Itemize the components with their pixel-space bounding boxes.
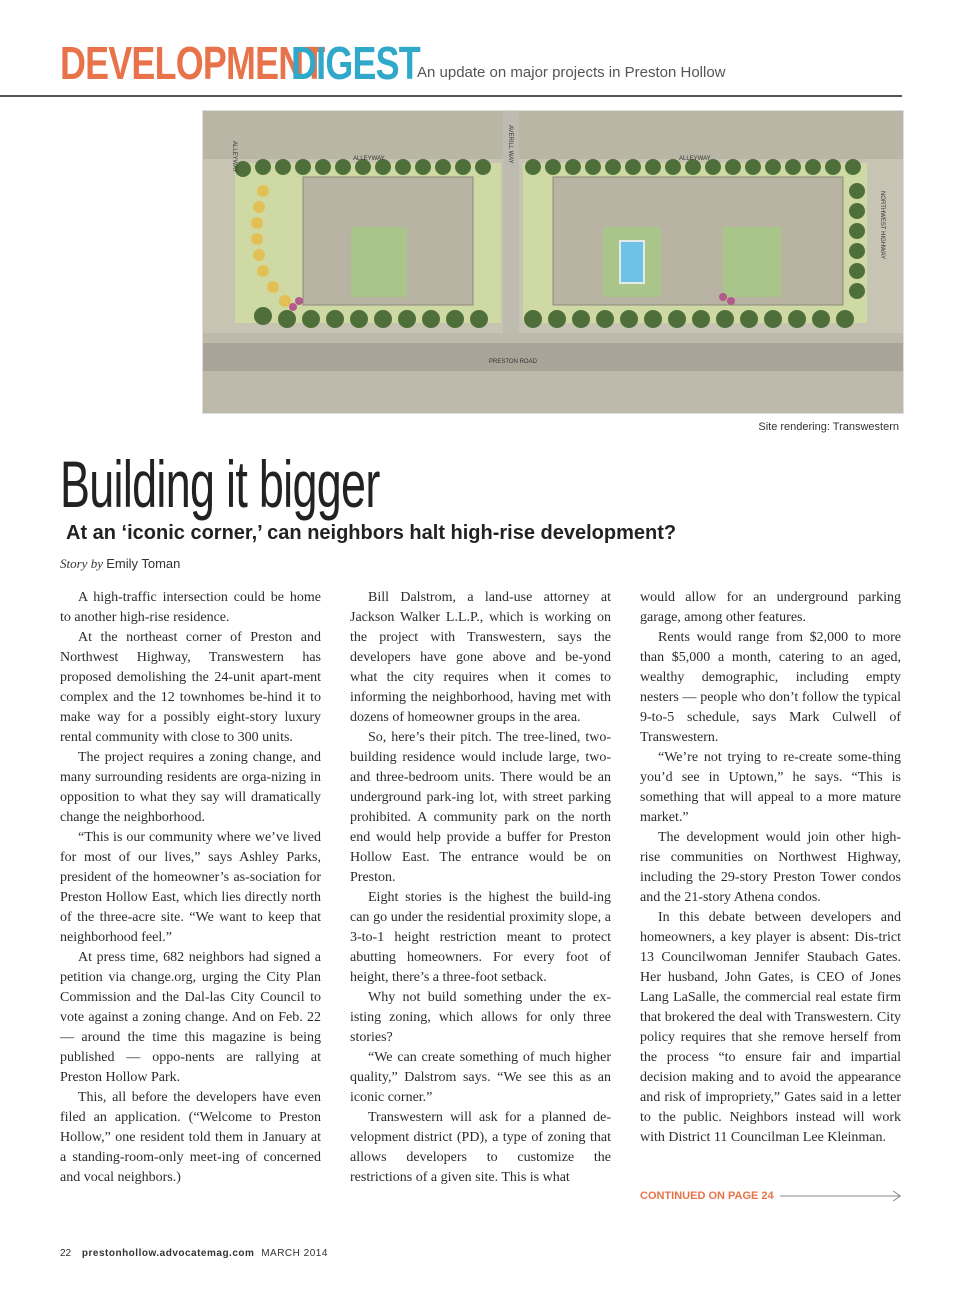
- paragraph: At press time, 682 neighbors had signed a petition via change.org, urging the City Plan Commission and the Dal-las City Council to vote against a zoning change. And on Feb. 22 — around the time this magazine is being published — oppo-nents are rallying at Preston Hollow Park.: [60, 950, 321, 1085]
- paragraph: Why not build something under the ex-isting zoning, which allows for only three stories?: [350, 990, 611, 1045]
- paragraph: Rents would range from $2,000 to more than $5,000 a month, catering to an aged, wealthy demographic, including empty nesters — people who don’t follow the typical 9-to-5 schedule, says Mark Culwell of Transwestern.: [640, 630, 901, 745]
- paragraph: So, here’s their pitch. The tree-lined, two-building residence would include large, two- and three-bedroom units. There would be an underground park-ing lot, with street parking prohibited. A community park on the north end would help provide a buffer for Preston Hollow East. The entrance would be on Preston.: [350, 730, 611, 885]
- masthead-tagline: An update on major projects in Preston Hollow: [417, 64, 726, 81]
- article-column-2: [350, 588, 611, 1188]
- footer-site: prestonhollow.advocatemag.com: [81, 1248, 255, 1259]
- deck-subheadline: At an ‘iconic corner,’ can neighbors halt high-rise development?: [66, 522, 677, 544]
- byline-author: Emily Toman: [106, 556, 181, 571]
- paragraph: “We can create something of much higher quality,” Dalstrom says. “We see this as an iconic corner.”: [350, 1050, 611, 1105]
- byline-label: Story by: [60, 556, 103, 571]
- masthead: [60, 34, 420, 89]
- paragraph: The project requires a zoning change, and many surrounding residents are orga-nizing in opposition to what they say will dramatically change the neighborhood.: [60, 750, 321, 825]
- article-column-3: [640, 588, 901, 1148]
- paragraph: Transwestern will ask for a planned de-velopment district (PD), a type of zoning that allows developers to customize the restrictions of a given site. This is what: [350, 1110, 611, 1185]
- paragraph: The development would join other high-rise communities on Northwest Highway, including the 29-story Preston Tower condos and the 21-story Athena condos.: [640, 830, 901, 905]
- header-rule: [0, 95, 902, 97]
- page-number: 22: [60, 1248, 72, 1259]
- label-alleyway-right: ALLEYWAY: [679, 156, 711, 162]
- label-preston-road: PRESTON ROAD: [489, 359, 537, 365]
- continued-label[interactable]: CONTINUED ON PAGE 24: [640, 1190, 774, 1202]
- footer-date: MARCH 2014: [261, 1248, 328, 1259]
- site-rendering-image: [202, 110, 904, 414]
- label-northwest-highway: NORTHWEST HIGHWAY: [879, 191, 885, 260]
- article-column-1: [60, 588, 321, 1188]
- continued-link[interactable]: [640, 1190, 902, 1202]
- masthead-digest: DIGEST: [291, 37, 420, 89]
- paragraph: “This is our community where we’ve lived for most of our lives,” says Ashley Parks, president of the homeowner’s as-sociation for Preston Hollow East, which lies directly north of the three-acre site. “We want to keep that neighborhood feel.”: [60, 830, 321, 945]
- byline: [60, 556, 180, 572]
- label-averill-way: AVERILL WAY: [507, 125, 513, 164]
- headline: Building it bigger: [60, 447, 380, 521]
- paragraph: Bill Dalstrom, a land-use attorney at Jackson Walker L.L.P., which is working on the project with Transwestern, says the developers have gone above and be-yond what the city requires when it comes to informing the neighborhood, having met with dozens of homeowner groups in the area.: [350, 590, 611, 725]
- paragraph: Eight stories is the highest the build-ing can go under the residential proximity slope, a 3-to-1 height restriction meant to protect abutting homeowners. For every foot of height, there’s a three-foot setback.: [350, 890, 611, 985]
- image-caption: Site rendering: Transwestern: [758, 421, 899, 433]
- paragraph: This, all before the developers have even filed an application. (“Welcome to Preston Hollow,” one resident told them in January at a standing-room-only meet-ing of concerned and vocal neighbors.): [60, 1090, 321, 1185]
- paragraph: At the northeast corner of Preston and Northwest Highway, Transwestern has proposed demolishing the 24-unit apart-ment complex and the 12 townhomes be-hind it to make way for a possibly eight-story luxury rental community with close to 300 units.: [60, 630, 321, 745]
- paragraph: would allow for an underground parking garage, among other features.: [640, 590, 901, 625]
- label-alleyway-vertical: ALLEYWAY: [231, 141, 237, 173]
- arrow-right-icon: [780, 1190, 902, 1202]
- paragraph: In this debate between developers and homeowners, a key player is absent: Dis-trict 13 Councilwoman Jennifer Staubach Gates. Her husband, John Gates, is CEO of Jones Lang LaSalle, the commercial real estate firm that brokered the deal with Transwestern. City policy requires that she remove herself from the process “to ensure fair and impartial decision making and to avoid the appearance and risk of impropriety,” Gates said in a letter to the public. Neighbors instead will work with District 11 Councilman Lee Kleinman.: [640, 910, 901, 1145]
- page-footer: [60, 1248, 328, 1259]
- label-alleyway-left: ALLEYWAY: [353, 156, 385, 162]
- masthead-development: DEVELOPMENT: [60, 37, 325, 89]
- paragraph: A high-traffic intersection could be home to another high-rise residence.: [60, 590, 321, 625]
- paragraph: “We’re not trying to re-create some-thing you’d see in Uptown,” he says. “This is something that will appeal to a more mature market.”: [640, 750, 901, 825]
